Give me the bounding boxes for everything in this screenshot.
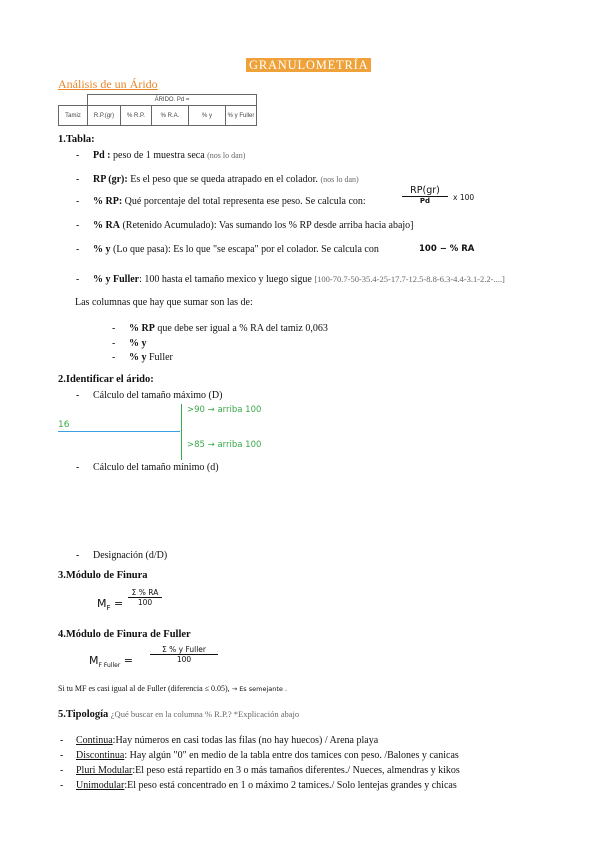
typology-item: - Discontinua: Hay algún "0" en medio de la tabla entre dos tamices con peso. /Balones y canicas bbox=[60, 750, 459, 761]
hand-underline bbox=[58, 431, 180, 432]
sum-item-rp: - % RP que debe ser igual a % RA del tamiz 0,063 bbox=[112, 323, 328, 334]
hand-top-note: >90 → arriba 100 bbox=[187, 405, 262, 415]
typology-item: - Continua:Hay números en casi todas las filas (no hay huecos) / Arena playa bbox=[60, 735, 379, 746]
section-5-heading: 5.Tipología bbox=[58, 709, 109, 720]
section-5-note: ¿Qué buscar en la columna % R.P.? *Explicación abajo bbox=[110, 709, 300, 719]
table-header-py: % y bbox=[189, 106, 226, 126]
table-header-rp: R.P.(gr) bbox=[88, 106, 121, 126]
table-header-py-fuller: % y Fuller bbox=[226, 106, 257, 126]
prp-formula: RP(gr) Pd bbox=[402, 185, 448, 205]
mf-fuller-formula: Σ % y Fuller 100 bbox=[150, 645, 218, 664]
table-header-pra: % R.A. bbox=[152, 106, 189, 126]
prp-formula-multiplier: x 100 bbox=[453, 193, 475, 202]
list-item-pd: - Pd : peso de 1 muestra seca (nos lo dan) bbox=[76, 150, 246, 161]
mf-fuller-symbol: $M_{F Fuller}$ = bbox=[89, 654, 133, 670]
list-item-rp: - RP (gr): Es el peso que se queda atrapado en el colador. (nos lo dan) bbox=[76, 174, 359, 185]
list-item-ra: - % RA (Retenido Acumulado): Vas sumando los % RP desde arriba hacia abajo] bbox=[76, 220, 414, 231]
section-4-heading: 4.Módulo de Finura de Fuller bbox=[58, 629, 191, 640]
typology-item: - Unimodular:El peso está concentrado en 1 o máximo 2 tamices./ Solo lentejas grandes y chicas bbox=[60, 780, 457, 791]
section-3-heading: 3.Módulo de Finura bbox=[58, 570, 148, 581]
table-header-tamiz: Tamiz bbox=[59, 106, 88, 126]
section-5-header bbox=[58, 709, 299, 720]
sum-item-y: - % y bbox=[112, 338, 147, 349]
typology-item: - Pluri Modular:El peso está repartido en 3 o más tamaños diferentes./ Nueces, almendras y kikos bbox=[60, 765, 460, 776]
fuller-note: Si tu MF es casi igual al de Fuller (diferencia ≤ 0.05), → Es semejante . bbox=[58, 684, 288, 693]
list-item-y: - % y (Lo que pasa): Es lo que "se escapa" por el colador. Se calcula con bbox=[76, 244, 379, 255]
aggregate-table bbox=[58, 94, 257, 126]
list-item-dmax: - Cálculo del tamaño máximo (D) bbox=[76, 390, 223, 401]
table-group-header: ÁRIDO. Pd = bbox=[88, 95, 257, 106]
section-2-heading: 2.Identificar el árido: bbox=[58, 374, 154, 385]
sum-item-fuller: - % y Fuller bbox=[112, 352, 173, 363]
y-formula: 100 − % RA bbox=[419, 244, 475, 254]
sum-columns-intro: Las columnas que hay que sumar son las de: bbox=[75, 297, 253, 308]
mf-symbol: $M_F$ = bbox=[97, 597, 124, 613]
page-title: GRANULOMETRÍA bbox=[246, 58, 371, 72]
mf-formula: $\frac{\Sigma \% RA}{100}$ bbox=[128, 588, 162, 607]
section-1-heading: 1.Tabla: bbox=[58, 134, 95, 145]
list-item-prp: - % RP: Qué porcentaje del total representa ese peso. Se calcula con: bbox=[76, 196, 366, 207]
hand-16: 16 bbox=[58, 420, 70, 430]
hand-bracket bbox=[181, 404, 182, 460]
table-header-prp: % R.P. bbox=[121, 106, 152, 126]
hand-bottom-note: >85 → arriba 100 bbox=[187, 440, 262, 450]
list-item-fuller: - % y Fuller: 100 hasta el tamaño mexico y luego sigue [100-70.7-50-35.4-25-17.7-12.5-8.8-6.3-4.4-3.1-2.2-....] bbox=[76, 274, 505, 285]
list-item-designation: - Designación (d/D) bbox=[76, 550, 168, 561]
list-item-dmin: - Cálculo del tamaño mínimo (d) bbox=[76, 462, 219, 473]
page-subtitle: Análisis de un Árido bbox=[58, 77, 158, 91]
